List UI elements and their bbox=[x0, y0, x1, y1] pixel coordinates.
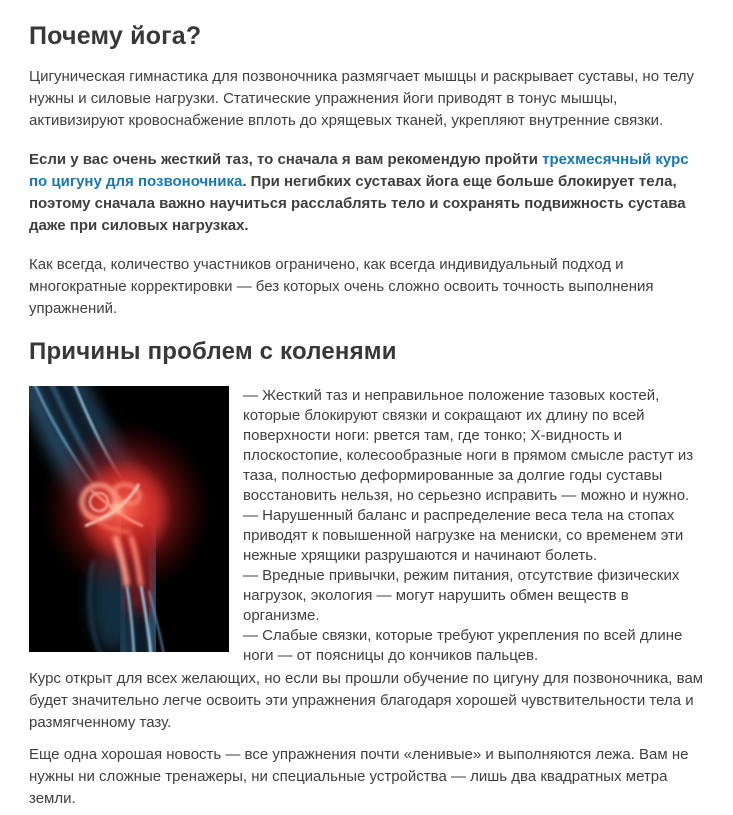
recommendation-text-after-link: . При негибких суставах йога еще больше блокирует тела, поэтому сначала важно научиться расслаблять тело и сохранять подвижность сустава даже при силовых нагрузках. bbox=[29, 173, 686, 234]
good-news-paragraph: Еще одна хорошая новость — все упражнения почти «ленивые» и выполняются лежа. Вам не нужны ни сложные тренажеры, ни специальные устройства — лишь два квадратных метра земли. bbox=[29, 746, 689, 807]
knee-xray-image bbox=[29, 386, 229, 652]
section-title-knee-problems: Причины проблем с коленями bbox=[29, 338, 397, 365]
knee-cause-item: — Слабые связки, которые требуют укрепления по всей длине ноги — от поясницы до кончиков пальцев. bbox=[243, 627, 683, 664]
knee-cause-item: — Нарушенный баланс и распределение веса тела на стопах приводят к повышенной нагрузке на мениски, со временем эти нежные хрящики разрушаются и начинают болеть. bbox=[243, 507, 684, 564]
recommendation-paragraph bbox=[29, 149, 705, 237]
page-title: Почему йога? bbox=[29, 22, 202, 50]
intro-paragraph: Цигуническая гимнастика для позвоночника размягчает мышцы и раскрывает суставы, но телу нужны и силовые нагрузки. Статические упражнения йоги приводят в тонус мышцы, активизируют кровоснабжение вплоть до хрящевых тканей, укрепляют внутренние связки. bbox=[29, 68, 695, 129]
course-open-paragraph: Курс открыт для всех желающих, но если вы прошли обучение по цигуну для позвоночника, вам будет значительно легче освоить эти упражнения благодаря хорошей чувствительности тела и размягченному тазу. bbox=[29, 670, 704, 731]
recommendation-text-before-link: Если у вас очень жесткий таз, то сначала я вам рекомендую пройти bbox=[29, 151, 543, 168]
participants-paragraph: Как всегда, количество участников ограничено, как всегда индивидуальный подход и многократные корректировки — без которых очень сложно освоить точность выполнения упражнений. bbox=[29, 256, 654, 317]
knee-cause-item: — Жесткий таз и неправильное положение тазовых костей, которые блокируют связки и сокращают их длину по всей поверхности ноги: рвется там, где тонко; Х-видность и плоскостопие, колесообразные ноги в прямом смысле растут из таза, полностью деформированные за долгие годы суставы восстановить нельзя, но серьезно исправить — можно и нужно. bbox=[243, 387, 694, 504]
knee-cause-item: — Вредные привычки, режим питания, отсутствие физических нагрузок, экология — могут нарушить обмен веществ в организме. bbox=[243, 567, 680, 624]
qigong-course-link[interactable]: трехмесячный курс по цигуну для позвоночника bbox=[29, 151, 689, 190]
knee-causes-list bbox=[243, 385, 705, 666]
article-page bbox=[0, 21, 733, 815]
knee-problems-section bbox=[29, 385, 705, 810]
